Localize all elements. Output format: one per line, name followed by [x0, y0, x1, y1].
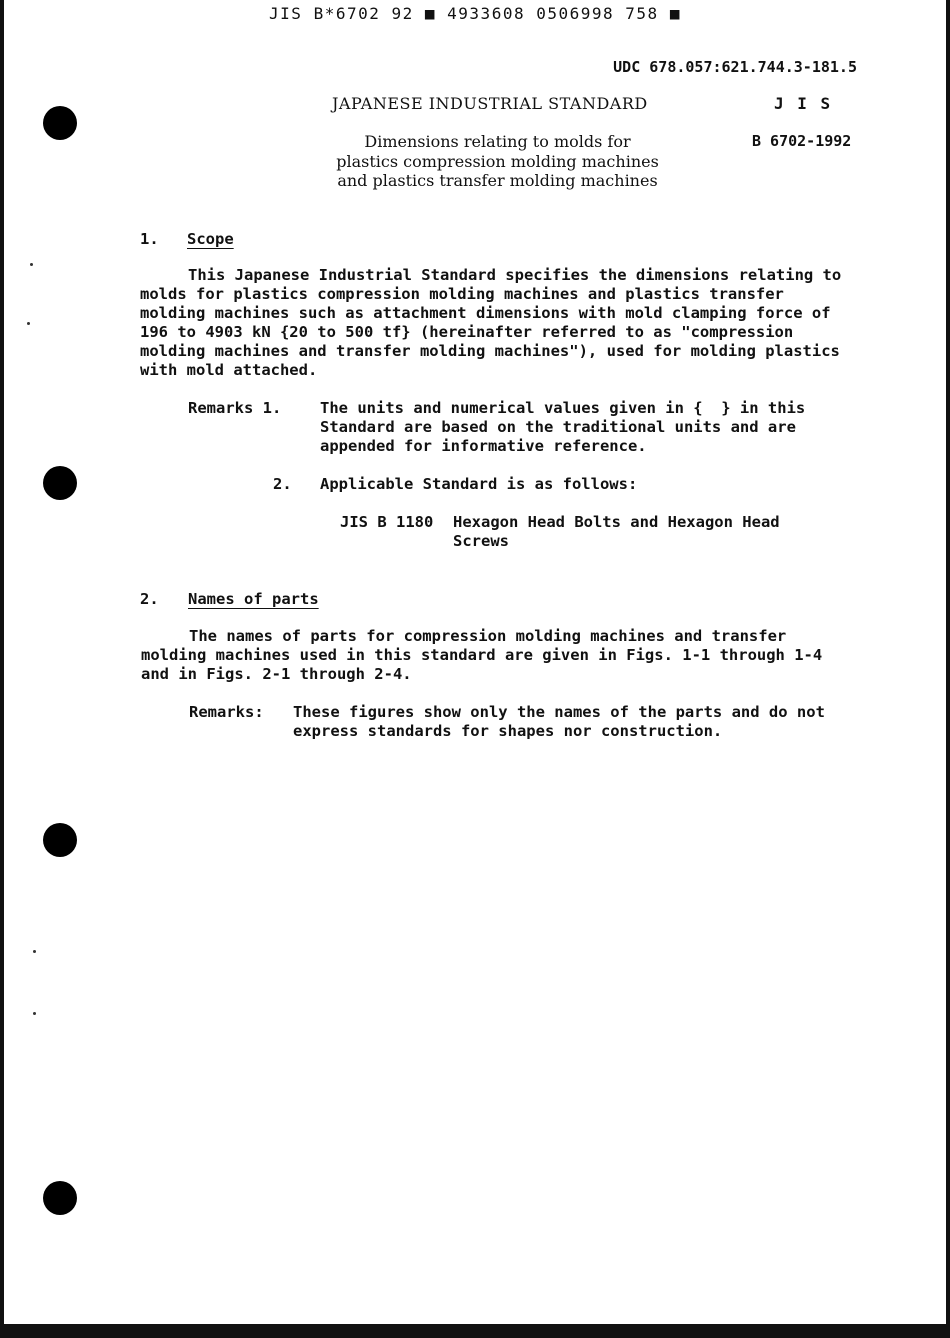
- standard-label: JAPANESE INDUSTRIAL STANDARD: [332, 94, 648, 113]
- remark2-number: 2.: [273, 475, 292, 493]
- remark-line: appended for informative reference.: [320, 437, 647, 455]
- referenced-standard-code: JIS B 1180: [340, 513, 434, 531]
- paragraph-line: with mold attached.: [140, 361, 318, 379]
- paragraph-line: molding machines and transfer molding machines"), used for molding plastics: [140, 342, 840, 360]
- scan-speck: [33, 950, 36, 953]
- reference-line: Screws: [453, 532, 509, 550]
- paragraph-line: molding machines such as attachment dimensions with mold clamping force of: [140, 304, 831, 322]
- section2-number: 2.: [140, 590, 159, 608]
- remark-line: These figures show only the names of the parts and do not: [293, 703, 825, 721]
- section1-heading: Scope: [187, 230, 234, 248]
- standard-title: [300, 132, 695, 191]
- remark1-text: [320, 399, 805, 456]
- paragraph-line: and in Figs. 2-1 through 2-4.: [141, 665, 412, 683]
- title-line: Dimensions relating to molds for: [364, 132, 631, 151]
- paragraph-line: molding machines used in this standard are given in Figs. 1-1 through 1-4: [141, 646, 823, 664]
- punch-hole-icon: [43, 823, 77, 857]
- reference-line: Hexagon Head Bolts and Hexagon Head: [453, 513, 780, 531]
- scan-speck: [30, 263, 33, 266]
- scan-speck: [27, 322, 30, 325]
- title-line: plastics compression molding machines: [336, 151, 659, 171]
- section1-paragraph: [140, 266, 841, 380]
- paragraph-line: The names of parts for compression molding machines and transfer: [189, 627, 787, 645]
- section2-paragraph: [141, 627, 822, 684]
- punch-hole-icon: [43, 466, 77, 500]
- scan-edge-left: [0, 0, 4, 1338]
- section2-remark-text: [293, 703, 825, 741]
- remark-line: express standards for shapes nor construction.: [293, 722, 723, 740]
- punch-hole-icon: [43, 106, 77, 140]
- udc-number: UDC 678.057:621.744.3-181.5: [613, 58, 857, 76]
- scan-edge-bottom: [0, 1324, 950, 1338]
- paragraph-line: This Japanese Industrial Standard specifies the dimensions relating to: [188, 266, 842, 284]
- section2-heading: Names of parts: [188, 590, 319, 608]
- standard-number: B 6702-1992: [752, 132, 852, 150]
- jis-mark: J I S: [774, 94, 833, 113]
- remarks-label: Remarks:: [189, 703, 264, 721]
- scan-edge-right: [946, 0, 950, 1338]
- paragraph-line: 196 to 4903 kN {20 to 500 tf} (hereinafter referred to as "compression: [140, 323, 794, 341]
- title-line: and plastics transfer molding machines: [337, 171, 658, 190]
- remarks-label: Remarks 1.: [188, 399, 282, 417]
- punch-hole-icon: [43, 1181, 77, 1215]
- remark-line: The units and numerical values given in { } in this: [320, 399, 806, 417]
- section1-number: 1.: [140, 230, 159, 248]
- remark-line: Standard are based on the traditional units and are: [320, 418, 796, 436]
- remark2-text: Applicable Standard is as follows:: [320, 475, 638, 493]
- paragraph-line: molds for plastics compression molding machines and plastics transfer: [140, 285, 784, 303]
- scan-speck: [33, 1012, 36, 1015]
- referenced-standard-title: [453, 513, 780, 551]
- document-code-line: JIS B*6702 92 ■ 4933608 0506998 758 ■: [269, 4, 681, 23]
